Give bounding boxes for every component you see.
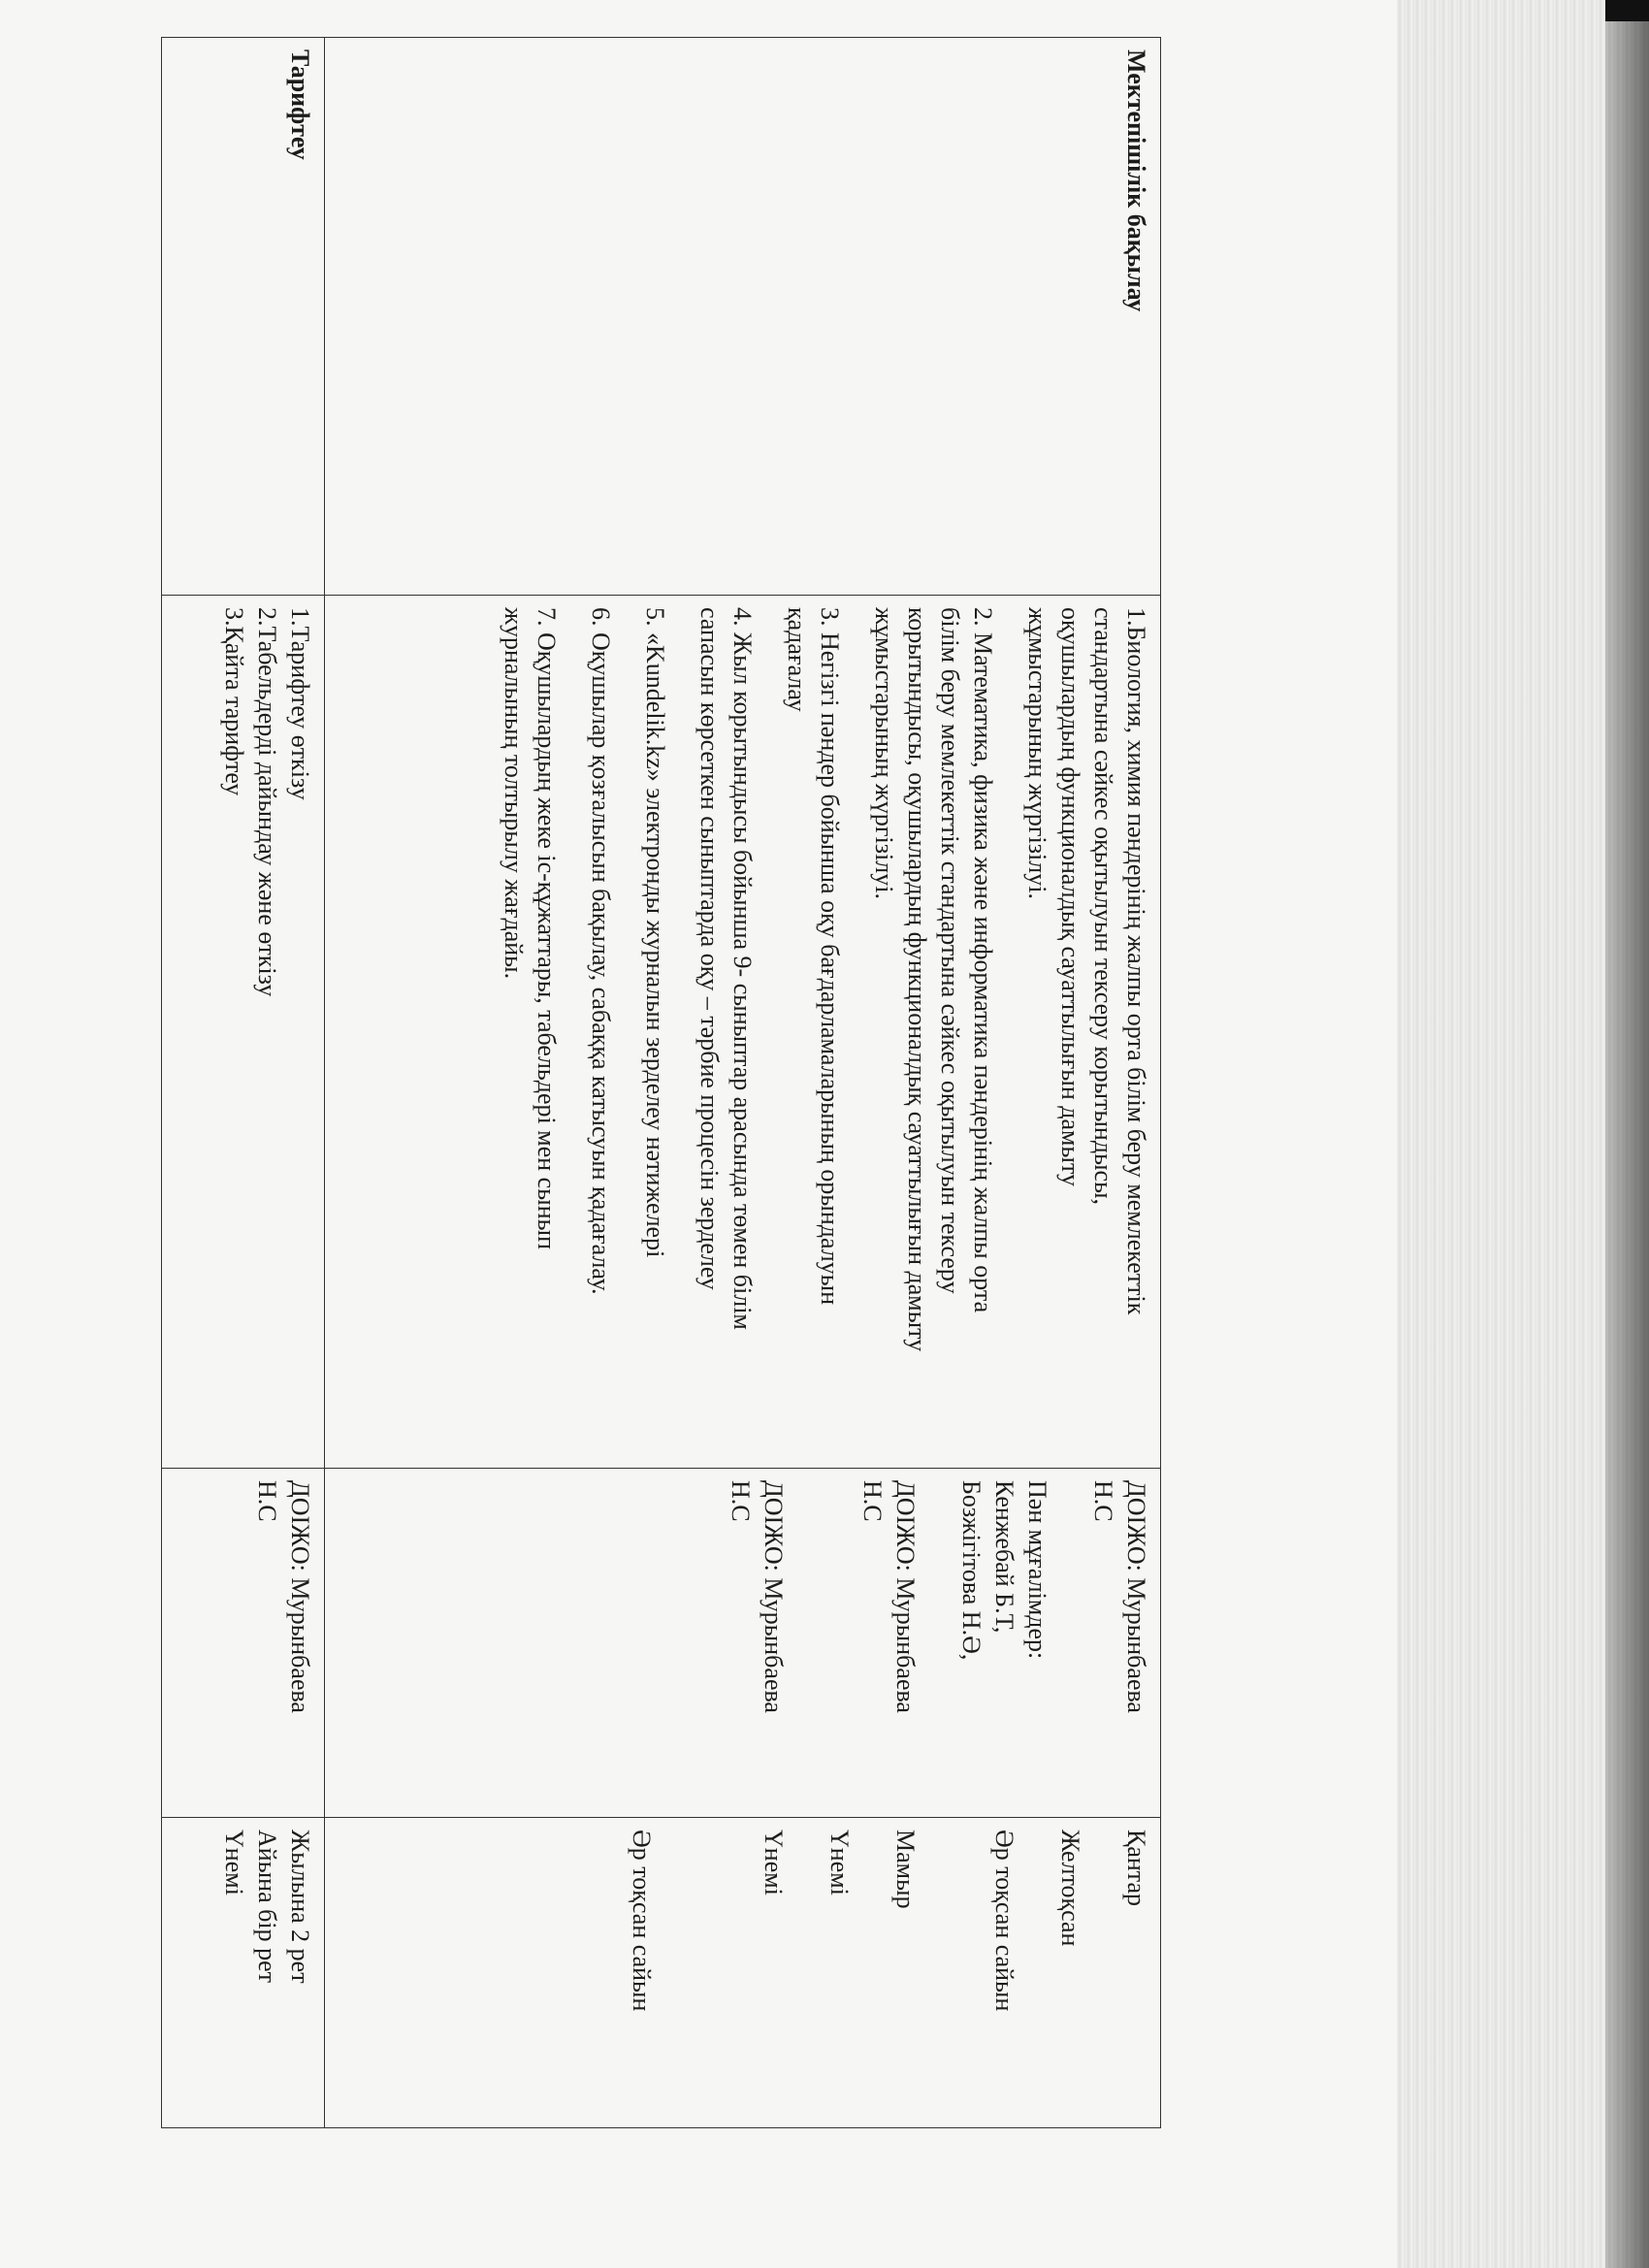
responsible-line: Н.С <box>858 1480 887 1522</box>
spacer <box>922 1830 954 2116</box>
task-item <box>693 607 759 1456</box>
deadline-line: Мамыр <box>891 1830 920 1909</box>
task-line: 2.Табельдерді дайындау және өткізу <box>253 607 281 997</box>
deadline-line: Үнемі <box>825 1830 854 1895</box>
task-item <box>867 607 999 1456</box>
responsible-line: Кенжебай Б.Т, <box>990 1480 1018 1634</box>
section-cell <box>162 38 325 596</box>
task-line: жұмыстарының жүргізілуі. <box>1023 607 1051 899</box>
spacer <box>1086 1830 1119 2116</box>
responsible-cell <box>162 1469 325 1818</box>
spacer <box>658 1830 691 2116</box>
responsible-line: Н.С <box>727 1480 755 1522</box>
task-line: корытындысы, оқушылардың функционалдық сауаттылығын дамыту <box>903 607 931 1352</box>
responsible-line: ДОІЖО: Мурынбаева <box>1122 1480 1150 1713</box>
spacer <box>1053 1480 1086 1805</box>
task-line: жұмыстарының жүргізілуі. <box>870 607 898 899</box>
responsible-line: ДОІЖО: Мурынбаева <box>891 1480 920 1713</box>
table-row <box>162 38 325 2128</box>
task-item <box>584 607 617 1456</box>
task-item <box>497 607 563 1456</box>
spacer <box>856 1830 889 2116</box>
spacer <box>691 1830 724 2116</box>
deadline-cell <box>162 1818 325 2128</box>
deadline-line: Әр тоқсан сайын <box>628 1830 656 2012</box>
task-line: 4. Жыл корытындысы бойынша 9- сыныптар арасында төмен білім <box>728 607 757 1330</box>
deadline-line: Үнемі <box>760 1830 788 1895</box>
responsible-cell <box>325 1469 1161 1818</box>
task-line: 6. Оқушылар қозғалысын бақылау, сабаққа катысуын қадағалау. <box>587 607 615 1295</box>
tasks-cell <box>325 596 1161 1469</box>
task-line: 1.Биология, химия пәндерінің жалпы орта білім беру мемлекеттік <box>1122 607 1150 1315</box>
deadline-line: Желтоқсан <box>1056 1830 1084 1947</box>
spacer <box>922 1480 954 1805</box>
work-plan-table <box>161 37 1161 2128</box>
deadline-cell <box>325 1818 1161 2128</box>
responsible-line: Бозжігітова Н.Ә, <box>957 1480 986 1661</box>
task-line: қадағалау <box>783 607 811 712</box>
task-line: 5. «Kundelik.kz» электронды журналын зерделеу нәтижелері <box>641 607 669 1258</box>
spacer <box>724 1830 757 2116</box>
responsible-line: Н.С <box>1089 1480 1117 1522</box>
rotated-plan-page <box>162 37 1161 2127</box>
scanner-corner-mark <box>1605 0 1649 21</box>
task-item <box>638 607 671 1456</box>
table-row <box>325 38 1161 2128</box>
spacer <box>823 1480 856 1805</box>
task-item <box>780 607 846 1456</box>
section-title: Тарифтеу <box>286 49 314 160</box>
task-item <box>1020 607 1152 1456</box>
task-line: 7. Оқушылардың жеке іс-құжаттары, табельдері мен сынып <box>533 607 561 1249</box>
responsible-line: Пән мұғалімдер: <box>1023 1480 1051 1660</box>
task-line: сапасын көрсеткен сыныптарда оқу – тәрбие процесін зерделеу <box>695 607 724 1290</box>
deadline-line: Жылына 2 рет <box>286 1830 314 1984</box>
section-title: Мектепішілік бақылау <box>1122 49 1150 312</box>
responsible-line: ДОІЖО: Мурынбаева <box>760 1480 788 1713</box>
responsible-line: Н.С <box>253 1480 281 1522</box>
task-line: 3. Негізгі пәндер бойынша оқу бағдарламаларының орындалуын <box>816 607 844 1306</box>
deadline-line: Айына бір рет <box>253 1830 281 1983</box>
section-cell <box>325 38 1161 596</box>
task-line: 1.Тарифтеу өткізу <box>286 607 314 800</box>
deadline-line: Үнемі <box>220 1830 248 1895</box>
spacer <box>954 1830 987 2116</box>
responsible-line: ДОІЖО: Мурынбаева <box>286 1480 314 1713</box>
task-line: стандартына сәйкес оқытылуын тексеру корытындысы, <box>1089 607 1117 1206</box>
task-line: 3.Қайта тарифтеу <box>220 607 248 796</box>
task-line: оқушылардың функционалдық сауаттылығын дамыту <box>1056 607 1084 1186</box>
tasks-cell <box>162 596 325 1469</box>
task-line: 2. Математика, физика және информатика пәндерінің жалпы орта <box>969 607 997 1313</box>
deadline-line: Қантар <box>1122 1830 1150 1907</box>
spacer <box>1020 1830 1053 2116</box>
deadline-line: Әр тоқсан сайын <box>990 1830 1018 2012</box>
task-line: журналының толтырылу жағдайы. <box>500 607 528 980</box>
spacer <box>790 1830 823 2116</box>
spacer <box>790 1480 823 1805</box>
scanner-edge <box>1605 0 1649 2268</box>
task-line: білім беру мемлекеттік стандартына сәйкес оқытылуын тексеру <box>936 607 964 1294</box>
